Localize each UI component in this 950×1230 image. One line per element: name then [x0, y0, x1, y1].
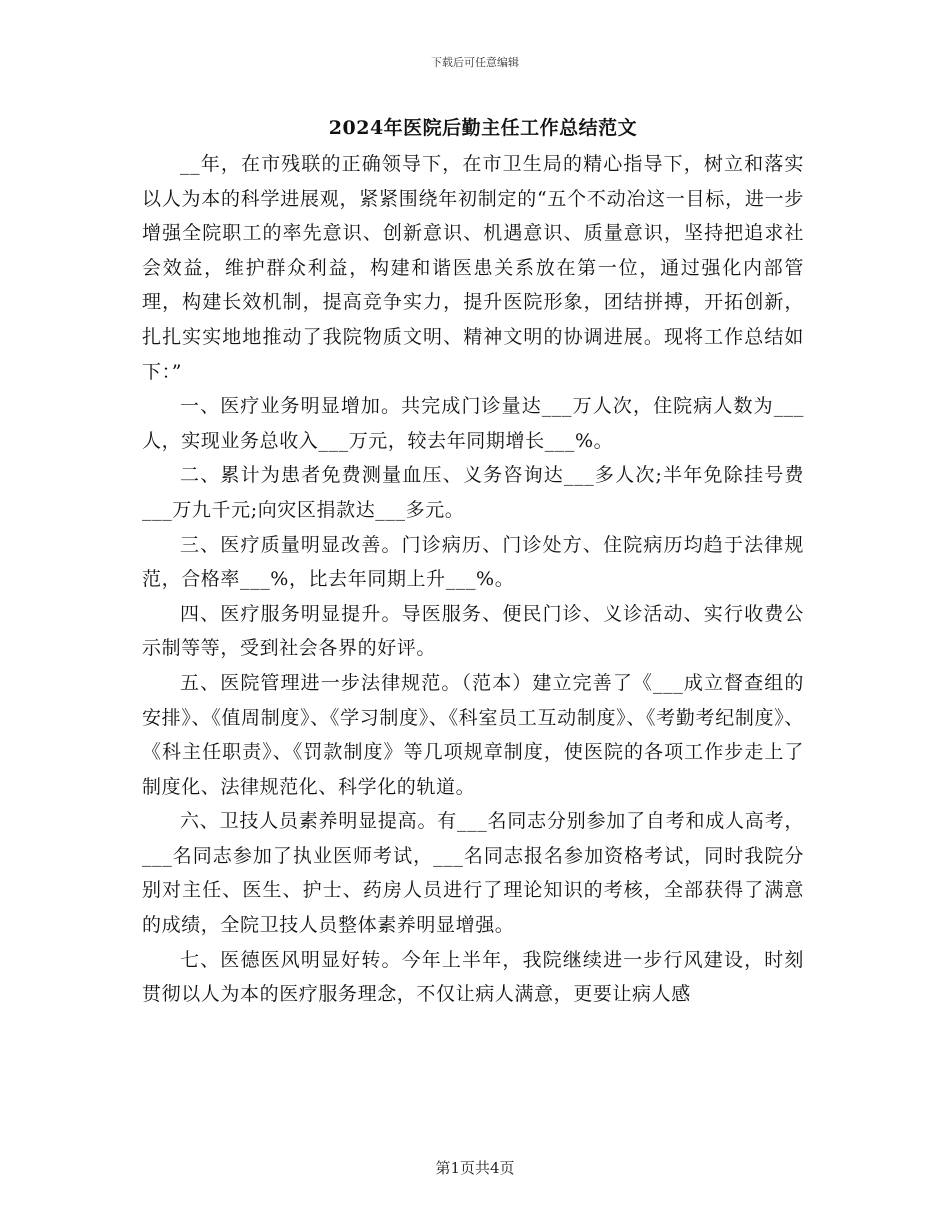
paragraph-medical-ethics: 七、医德医风明显好转。今年上半年，我院继续进一步行风建设，时刻贯彻以人为本的医疗服务理念，不仅让病人满意，更要让病人感	[142, 948, 804, 1006]
paragraph-staff-quality: 六、卫技人员素养明显提高。有___名同志分别参加了自考和成人高考，___名同志参加了执业医师考试，___名同志报名参加资格考试，同时我院分别对主任、医生、护士、药房人员进行了理论知识的考核，全部获得了满意的成绩，全院卫技人员整体素养明显增强。	[142, 810, 804, 937]
paragraph-medical-quality: 三、医疗质量明显改善。门诊病历、门诊处方、住院病历均趋于法律规范，合格率___%，比去年同期上升___%。	[142, 533, 804, 591]
document-title: 2024年医院后勤主任工作总结范文	[328, 117, 638, 139]
page-number: 第1页共4页	[435, 1159, 515, 1177]
intro-paragraph: __年，在市残联的正确领导下，在市卫生局的精心指导下，树立和落实以人为本的科学进展观，紧紧围绕年初制定的“五个不动冶这一目标，进一步增强全院职工的率先意识、创新意识、机遇意识、质量意识，坚持把追求社会效益，维护群众利益，构建和谐医患关系放在第一位，通过强化内部管理，构建长效机制，提高竞争实力，提升医院形象，团结拼搏，开拓创新，扎扎实实地地推动了我院物质文明、精神文明的协调进展。现将工作总结如下：”	[142, 153, 804, 383]
paragraph-medical-service: 四、医疗服务明显提升。导医服务、便民门诊、义诊活动、实行收费公示制等等，受到社会各界的好评。	[142, 602, 804, 660]
page-header-note: 下载后可任意编辑	[431, 56, 519, 69]
document-body	[142, 112, 804, 1012]
paragraph-medical-business: 一、医疗业务明显增加。共完成门诊量达___万人次，住院病人数为___人，实现业务总收入___万元，较去年同期增长___%。	[142, 395, 804, 452]
paragraph-hospital-management: 五、医院管理进一步法律规范。（范本）建立完善了《___成立督查组的安排》、《值周制度》、《学习制度》、《科室员工互动制度》、《考勤考纪制度》、《科主任职责》、《罚款制度》等几项规章制度，使医院的各项工作步走上了制度化、法律规范化、科学化的轨道。	[142, 671, 804, 798]
paragraph-free-services: 二、累计为患者免费测量血压、义务咨询达___多人次;半年免除挂号费___万九千元;向灾区捐款达___多元。	[142, 464, 804, 521]
